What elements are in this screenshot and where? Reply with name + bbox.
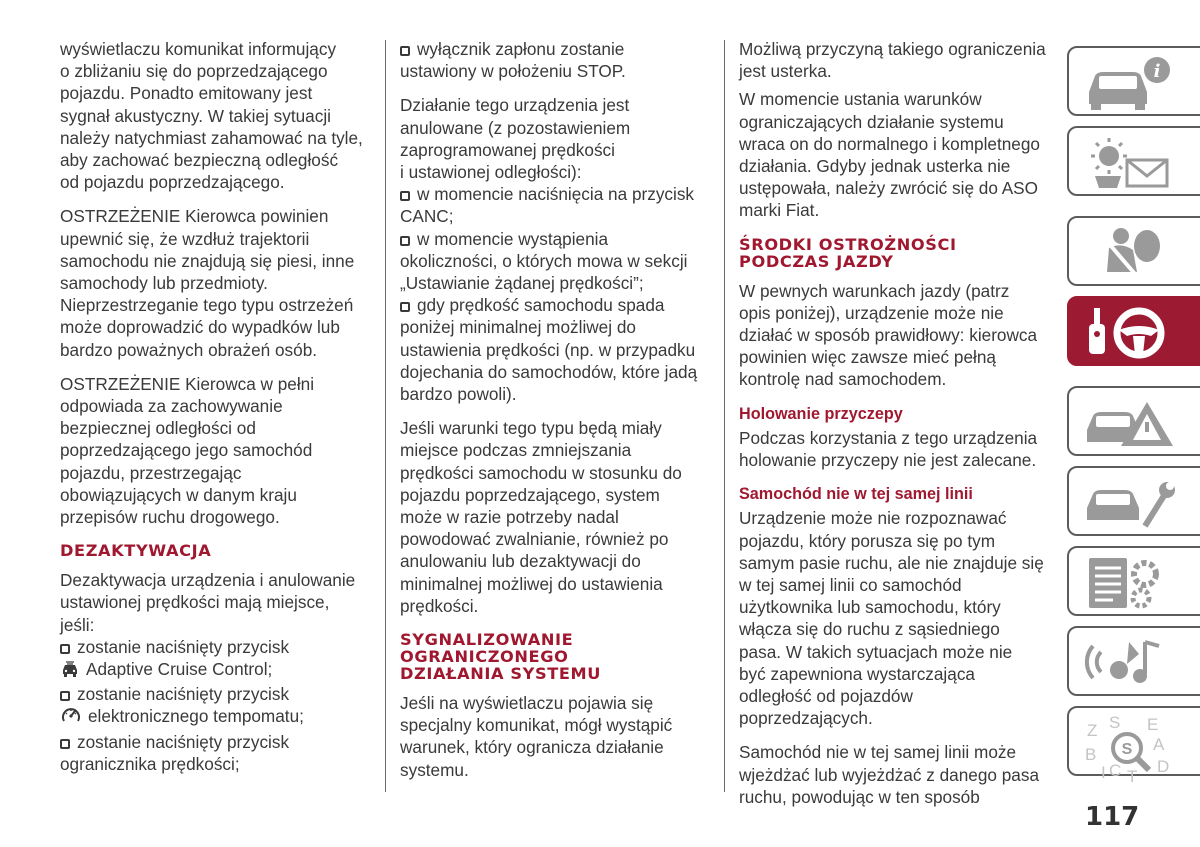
- bullet-box-icon: [60, 644, 70, 654]
- text-line: samym pasie ruchu, ale nie znajduje się: [739, 552, 1044, 573]
- column-divider: [724, 40, 725, 792]
- bullet-box-icon: [60, 691, 70, 701]
- text-line: wraca on do normalnego i kompletnego: [739, 133, 1040, 154]
- text-line: kontrolę nad samochodem.: [739, 369, 947, 390]
- section-heading-deactivation: DEZAKTYWACJA: [60, 541, 212, 561]
- bullet-box-icon: [400, 302, 410, 312]
- text-line: okoliczności, o których mowa w sekcji: [400, 250, 688, 271]
- text-line: Działanie tego urządzenia jest: [400, 95, 630, 116]
- text-line: prędkości samochodu w stosunku do: [400, 462, 682, 483]
- text-line: OSTRZEŻENIE Kierowca w pełni: [60, 373, 315, 394]
- precautions-paragraph: [739, 280, 1054, 391]
- text-line: ruchu, powodując w ten sposób: [739, 786, 980, 807]
- text-line: może w razie potrzeby nadal: [400, 507, 619, 528]
- index-letter: D: [1157, 757, 1170, 776]
- text-line: W momencie ustania warunków: [739, 89, 982, 110]
- text-line: o zbliżaniu się do poprzedzającego: [60, 61, 328, 82]
- bullet-item-continued: [60, 658, 370, 683]
- text-line: ustawienia prędkości (np. w przypadku: [400, 339, 696, 360]
- text-line: „Ustawianie żądanej prędkości”;: [400, 273, 644, 294]
- text-line: ustawiony w położeniu STOP.: [400, 61, 626, 82]
- text-line: poniżej minimalnej możliwej do: [400, 317, 636, 338]
- text-line: od pojazdu poprzedzającego.: [60, 172, 285, 193]
- text-line: Nieprzestrzeganie tego typu ostrzeżeń: [60, 295, 354, 316]
- heading-line: PODCZAS JAZDY: [739, 251, 894, 271]
- index-letter: B: [1085, 745, 1097, 764]
- cause-paragraph: [739, 38, 1054, 82]
- text-line: bardzo powoli).: [400, 384, 517, 405]
- text-line: działać w sposób prawidłowy: kierowca: [739, 325, 1038, 346]
- lane-paragraph: [739, 507, 1054, 729]
- text-line: wyświetlaczu komunikat informujący: [60, 39, 337, 59]
- text-line: działania. Gdyby jednak usterka nie: [739, 156, 1011, 177]
- text-line: i ustawionej odległości):: [400, 162, 582, 183]
- text-line: systemu.: [400, 759, 469, 780]
- text-line: powodować zwalnianie, również po: [400, 529, 669, 550]
- text-line: aby zachować bezpieczną odległość: [60, 150, 339, 171]
- text-line: w tej samej linii co samochód: [739, 575, 962, 596]
- warning-paragraph-2: [60, 373, 370, 528]
- text-line: anulowaniu lub dezaktywacji do: [400, 551, 641, 572]
- text-line: sygnał akustyczny. W takiej sytuacji: [60, 105, 331, 126]
- ignition-bullet: [400, 38, 715, 82]
- index-letter: S: [1109, 714, 1121, 732]
- section-heading-limited-operation: [400, 631, 715, 682]
- text-line: pojazdu, przestrzegając: [60, 462, 242, 483]
- bullet-box-icon: [60, 739, 70, 749]
- text-line: minimalnej możliwej do ustawienia: [400, 573, 663, 594]
- warning-lights-icon: [1081, 134, 1181, 192]
- tab-starting-driving[interactable]: [1067, 296, 1200, 366]
- lane-paragraph-2: [739, 741, 1054, 808]
- text-line: ustawionej prędkości mają miejsce,: [60, 592, 330, 613]
- text-line: powinien więc zawsze mieć pełną: [739, 347, 996, 368]
- text-line: Jeśli warunki tego typu będą miały: [400, 418, 662, 439]
- subheading-trailer: Holowanie przyczepy: [739, 404, 903, 423]
- car-service-wrench-icon: [1081, 474, 1181, 532]
- breakdown-triangle-icon: [1081, 394, 1181, 452]
- column-1: [60, 38, 370, 787]
- restore-paragraph: [739, 88, 1054, 221]
- text-line: jest usterka.: [739, 61, 832, 82]
- text-line: marki Fiat.: [739, 200, 820, 221]
- svg-text:i: i: [1153, 61, 1161, 82]
- bullet-item: [400, 38, 715, 60]
- bullet-item: [400, 294, 715, 316]
- tab-warning-lights[interactable]: [1067, 126, 1200, 196]
- text-line: odpowiada za zachowywanie: [60, 396, 283, 417]
- text-line: pasa. W takich sytuacjach może nie: [739, 641, 1013, 662]
- text-line: anulowane (z pozostawieniem: [400, 117, 631, 138]
- text-line: OSTRZEŻENIE Kierowca powinien: [60, 206, 329, 227]
- heading-line: DZIAŁANIA SYSTEMU: [400, 664, 601, 684]
- tab-safety[interactable]: [1067, 216, 1200, 286]
- key-steering-wheel-icon: [1081, 304, 1181, 362]
- text-line: miejsce podczas zmniejszania: [400, 440, 632, 461]
- text-line: poprzedzających.: [739, 708, 873, 729]
- bullet-text: elektronicznego tempomatu;: [88, 706, 304, 727]
- text-line: CANC;: [400, 206, 454, 227]
- text-line: Jeśli na wyświetlaczu pojawia się: [400, 693, 654, 714]
- text-line: może doprowadzić do wypadków lub: [60, 317, 340, 338]
- heading-line: ŚRODKI OSTROŻNOŚCI: [739, 234, 957, 254]
- text-line: włącza się do ruchu z sąsiedniego: [739, 619, 1000, 640]
- bullet-item: [60, 683, 370, 705]
- deactivation-paragraph: [60, 569, 370, 775]
- bullet-text: zostanie naciśnięty przycisk: [77, 684, 290, 705]
- heading-line: SYGNALIZOWANIE: [400, 630, 574, 650]
- index-letter: A: [1153, 735, 1165, 754]
- text-line: bardzo poważnych obrażeń osób.: [60, 339, 318, 360]
- text-line: Dezaktywacja urządzenia i anulowanie: [60, 570, 356, 591]
- bullet-text: w momencie wystąpienia: [417, 228, 609, 249]
- text-line: upewnić się, że wzdłuż trajektorii: [60, 228, 310, 249]
- section-heading-precautions: [739, 236, 1054, 270]
- warning-paragraph-1: [60, 205, 370, 360]
- text-line: pojazdu. Ponadto emitowany jest: [60, 83, 313, 104]
- bullet-box-icon: [400, 191, 410, 201]
- text-line: Samochód nie w tej samej linii może: [739, 742, 1017, 763]
- text-line: Podczas korzystania z tego urządzenia: [739, 427, 1038, 448]
- text-line: należy natychmiast zahamować na tyle,: [60, 127, 363, 148]
- text-line: poprzedzającego jego samochód: [60, 440, 313, 461]
- heading-line: OGRANICZONEGO: [400, 647, 569, 667]
- bullet-text: zostanie naciśnięty przycisk: [77, 636, 290, 657]
- text-line: być zapewniona wystarczająca: [739, 663, 975, 684]
- index-letter: E: [1147, 715, 1159, 734]
- text-line: obowiązujących w danym kraju: [60, 484, 297, 505]
- text-line: odległość od pojazdów: [739, 686, 913, 707]
- trailer-paragraph: [739, 427, 1054, 471]
- bullet-text: wyłącznik zapłonu zostanie: [417, 39, 625, 59]
- text-line: dojechania do samochodów, które jadą: [400, 361, 698, 382]
- text-line: ogranicznika prędkości;: [60, 753, 240, 774]
- index-letter: C: [1109, 761, 1122, 780]
- text-line: użytkownika lub samochodu, który: [739, 597, 1001, 618]
- adaptive-cruise-control-icon: [60, 661, 80, 683]
- cancel-paragraph: [400, 94, 715, 405]
- text-line: W pewnych warunkach jazdy (patrz: [739, 280, 1010, 301]
- bullet-box-icon: [400, 46, 410, 56]
- tab-car-info[interactable]: [1067, 46, 1200, 116]
- text-line: jeśli:: [60, 614, 95, 635]
- tab-maintenance[interactable]: [1067, 466, 1200, 536]
- bullet-item: [60, 636, 370, 658]
- bullet-item-continued: [60, 705, 370, 730]
- text-line: pojazdu, który porusza się po tym: [739, 530, 996, 551]
- tab-multimedia[interactable]: [1067, 626, 1200, 696]
- page-number: 117: [1085, 802, 1140, 832]
- signal-paragraph: [400, 692, 715, 781]
- bullet-box-icon: [400, 236, 410, 246]
- index-letter: I: [1101, 763, 1106, 782]
- intro-paragraph: [60, 38, 370, 193]
- text-line: opis poniżej), urządzenie może nie: [739, 302, 1004, 323]
- conditions-paragraph: [400, 417, 715, 617]
- text-line: ustępowała, należy zwrócić się do ASO: [739, 178, 1039, 199]
- text-line: wjeżdżać lub wyjeżdżać z danego pasa: [739, 764, 1040, 785]
- car-info-icon: [1081, 54, 1181, 112]
- technical-data-icon: [1081, 554, 1181, 612]
- text-line: holowanie przyczepy nie jest zalecane.: [739, 450, 1037, 471]
- index-letter: T: [1127, 767, 1138, 786]
- tab-index[interactable]: [1067, 706, 1200, 786]
- svg-text:S: S: [1121, 741, 1133, 758]
- bullet-text: gdy prędkość samochodu spada: [417, 295, 665, 316]
- text-line: pojazdu poprzedzającego, system: [400, 484, 660, 505]
- text-line: samochodu nie znajdują się piesi, inne: [60, 250, 355, 271]
- text-line: samochody lub przedmioty.: [60, 273, 268, 294]
- tab-technical-data[interactable]: [1067, 546, 1200, 616]
- text-line: specjalny komunikat, mógł wystąpić: [400, 715, 673, 736]
- text-line: przepisów ruchu drogowego.: [60, 507, 280, 528]
- bullet-text: w momencie naciśnięcia na przycisk: [417, 184, 695, 205]
- text-line: Urządzenie może nie rozpoznawać: [739, 508, 1007, 529]
- index-alphabet-icon: [1081, 714, 1181, 794]
- bullet-item: [60, 731, 370, 753]
- column-divider: [385, 40, 386, 792]
- text-line: zaprogramowanej prędkości: [400, 139, 615, 160]
- bullet-text: zostanie naciśnięty przycisk: [77, 731, 290, 752]
- bullet-text: Adaptive Cruise Control;: [86, 659, 273, 680]
- column-3: [739, 38, 1054, 820]
- subheading-lane: Samochód nie w tej samej linii: [739, 485, 973, 504]
- cruise-control-speedometer-icon: [60, 705, 82, 730]
- tab-emergency[interactable]: [1067, 386, 1200, 456]
- bullet-item: [400, 228, 715, 250]
- text-line: ograniczających działanie systemu: [739, 111, 1004, 132]
- text-line: Możliwą przyczyną takiego ograniczenia: [739, 39, 1046, 59]
- multimedia-icon: [1081, 634, 1181, 692]
- text-line: warunek, który ogranicza działanie: [400, 737, 664, 758]
- index-letter: Z: [1087, 721, 1098, 740]
- text-line: prędkości.: [400, 595, 479, 616]
- bullet-item: [400, 183, 715, 205]
- text-line: bezpiecznej odległości od: [60, 418, 256, 439]
- safety-airbag-icon: [1081, 224, 1181, 282]
- column-2: [400, 38, 715, 793]
